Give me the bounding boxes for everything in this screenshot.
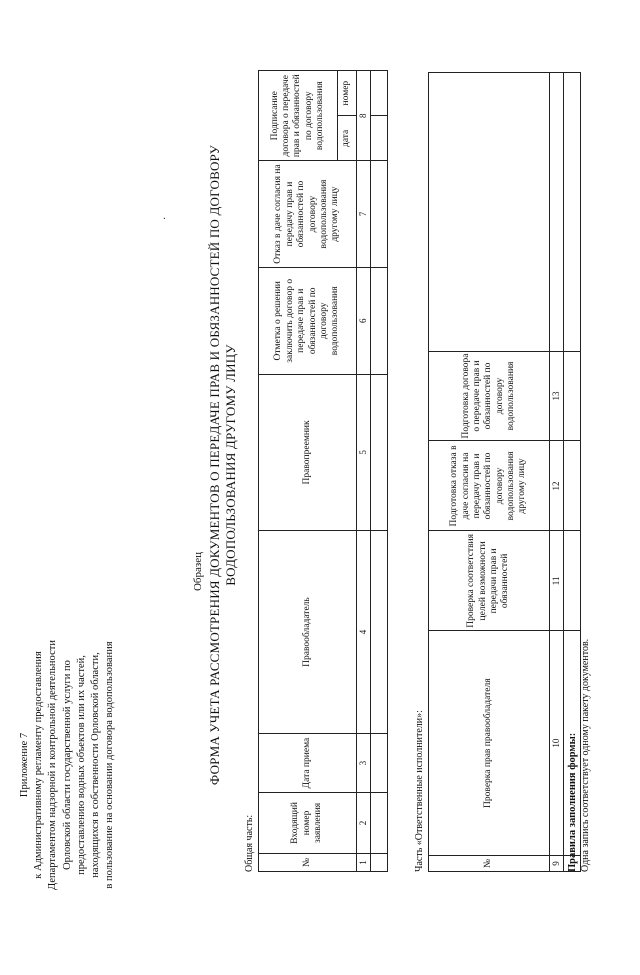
col-signing-header: Подписание договора о передаче прав и обязанностей по договору водопользования [259,71,338,161]
empty-cell [563,73,580,352]
form-title-line: ФОРМА УЧЕТА РАССМОТРЕНИЯ ДОКУМЕНТОВ О ПЕРЕДАЧЕ ПРАВ И ОБЯЗАННОСТЕЙ ПО ДОГОВОРУ [207,144,222,786]
col-no-header: № [429,856,550,872]
col-no-header: № [259,853,357,871]
col-signing-date-header: дата [338,116,357,161]
executors-part-table [428,72,581,872]
appendix-line: находящихся в собственности Орловской области, [89,652,101,878]
column-number-row [357,71,371,872]
col-prepare-refusal-header: Подготовка отказа в даче согласия на передачу прав и обязанностей по договору водопользования другому лицу [429,441,550,531]
col-incoming-header: Входящий номер заявления [259,792,357,853]
appendix-header [18,555,117,975]
column-number: 6 [357,267,371,374]
column-number: 11 [550,531,564,631]
form-title-line: ВОДОПОЛЬЗОВАНИЯ ДРУГОМУ ЛИЦУ [223,344,239,586]
empty-cell [370,853,387,871]
empty-row [370,71,387,872]
col-holder-header: Правообладатель [259,530,357,733]
column-number: 3 [357,734,371,793]
empty-cell [563,441,580,531]
col-date-header: Дата приема [259,734,357,793]
general-part-table [258,70,388,872]
empty-cell [563,351,580,441]
appendix-line: к Административному регламенту предоставления [33,651,45,879]
column-number: 12 [550,441,564,531]
rules-heading: Правила заполнения формы: [567,732,578,872]
sample-label: Образец [192,552,204,592]
column-number: 4 [357,530,371,733]
column-number-row [550,73,564,872]
executors-part-label: Часть «Ответственные исполнители»: [414,710,425,872]
empty-cell [370,530,387,733]
column-number: 13 [550,351,564,441]
empty-cell [370,161,387,267]
empty-cell [370,734,387,793]
appendix-line: Приложение 7 [19,732,30,798]
column-number: 8 [357,71,371,161]
column-number: 7 [357,161,371,267]
col-signing-number-header: номер [338,71,357,116]
form-title [207,105,240,825]
col-successor-header: Правопреемник [259,374,357,530]
col-decision-header: Отметка о решении заключить договор о передаче прав и обязанностей по договору водопользования [259,267,357,374]
column-number: 10 [550,631,564,856]
general-part-label: Общая часть: [244,814,255,872]
appendix-line: Департаментом надзорной и контрольной деятельности [47,640,59,890]
column-number: 2 [357,792,371,853]
col-check-purpose-header: Проверка соответствия целей возможности передачи прав и обязанностей [429,531,550,631]
col-check-holder-header: Проверка прав правообладателя [429,631,550,856]
empty-cell [370,71,387,116]
empty-cell [370,116,387,161]
col-refusal-header: Отказ в даче согласия на передачу прав и обязанностей по договору водопользования другому лицу [259,161,357,267]
scan-dot: · [160,216,171,220]
appendix-line: предоставлению водных объектов или их частей, [75,655,87,875]
empty-cell [370,267,387,374]
empty-cell [550,73,564,352]
empty-cell [563,531,580,631]
appendix-line: в пользование на основании договора водопользования [104,641,116,889]
col-blank-header [429,73,550,352]
empty-cell [370,792,387,853]
column-number: 5 [357,374,371,530]
col-prepare-contract-header: Подготовка договора о передаче прав и обязанностей по договору водопользования [429,351,550,441]
column-number: 1 [357,853,371,871]
appendix-line: Орловской области государственной услуги по [61,660,73,870]
rules-text: Одна запись соответствует одному пакету документов. [580,638,591,872]
column-number: 9 [550,856,564,872]
empty-cell [370,374,387,530]
